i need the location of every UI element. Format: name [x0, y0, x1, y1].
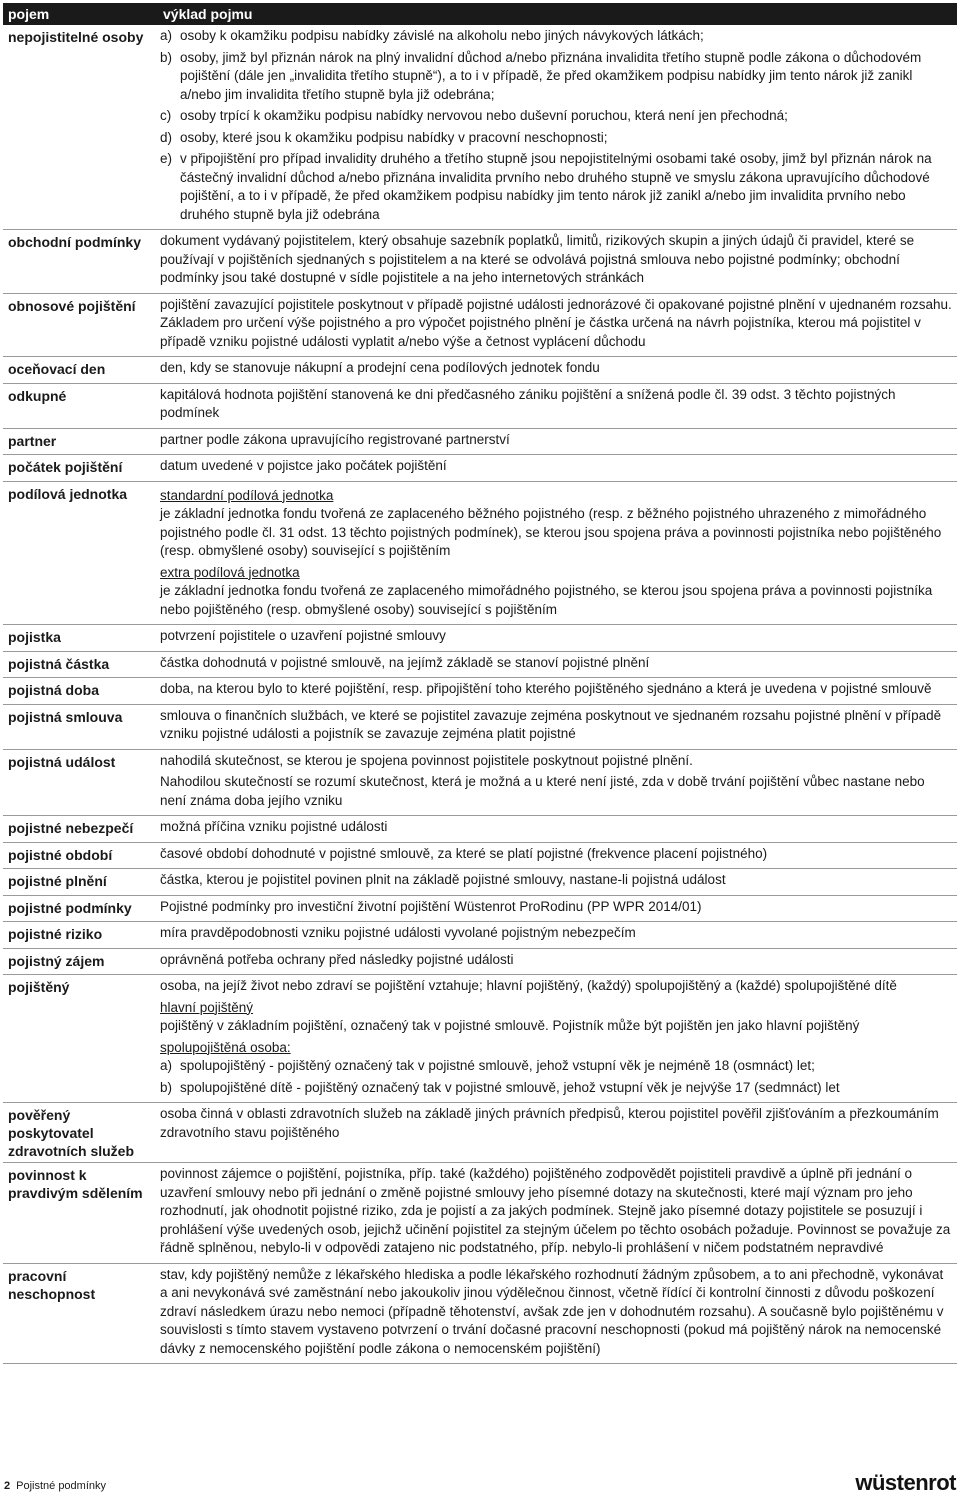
definition-cell: [158, 705, 957, 749]
definition-cell: [158, 455, 957, 481]
item-text: spolupojištěné dítě - pojištěný označený tak v pojistné smlouvě, jehož vstupní věk je nejvýše 17 (sedmnáct) let: [180, 1079, 840, 1095]
page-footer: [4, 1480, 106, 1492]
table-row: [3, 705, 957, 750]
definition-cell: [158, 230, 957, 293]
list-item: [160, 107, 953, 126]
header-term: pojem: [8, 6, 50, 22]
term-cell: pojištěný: [8, 979, 70, 995]
item-text: spolupojištěný - pojištěný označený tak v pojistné smlouvě, jehož vstupní věk je nejméně 18 (osmnáct) let;: [180, 1058, 815, 1073]
definition-paragraph: kapitálová hodnota pojištění stanovená ke dni předčasného zániku pojištění a snížená podle čl. 39 odst. 3 těchto pojistných podmínek: [160, 386, 896, 420]
table-row: [3, 25, 957, 230]
term-cell: pojistné riziko: [8, 926, 103, 942]
definition-paragraph: smlouva o finančních službách, ve které se pojistitel zavazuje zejména poskytnout ve sjednaném rozsahu pojistné plnění v případě vzniku pojistné události a pojistník se zavazuje zejména platit pojistné: [160, 707, 942, 741]
definition-paragraph: pojištění zavazující pojistitele poskytnout v případě pojistné události jednorázové či opakované pojistné plnění v ujednaném rozsahu. Základem pro určení výše pojistného a pro výpočet pojistného plnění je částka určená na návrh pojistníka, kterou má pojistitel v případě vzniku pojistné události vyplatit a/nebo výše a četnost vyplácení důchodu: [160, 296, 952, 349]
item-label: b): [160, 1079, 173, 1095]
list-item: [160, 150, 953, 224]
wustenrot-logo: wüstenrot: [855, 1470, 956, 1495]
term-cell: pojistný zájem: [8, 952, 105, 969]
definition-paragraph: potvrzení pojistitele o uzavření pojistné smlouvy: [160, 628, 446, 643]
header-definition: výklad pojmu: [163, 6, 253, 22]
definition-paragraph: povinnost zájemce o pojištění, pojistníka, příp. také (každého) pojištěného zodpovědět pojistiteli pravdivě a úplně při jednání o uzavření smlouvy nebo při jednání o změně pojistné smlouvy jeho písemné dotazy na skutečnosti, které mají význam pro jeho rozhodnutí, jak ohodnotit pojistné riziko, zda je pojistí a za jakých podmínek. Stejně jako písemné dotazy pojistitele se posuzují i prohlášení výše uvedených osob, jejichž učinění pojistitel za stejným účelem po těchto osobách požaduje. Povinnost se považuje za řádně splněnou, nebylo-li v odpovědi zatajeno nic podstatného, příp. nebylo-li prohlášení v ničem podstatném nepravdivé: [160, 1166, 951, 1255]
definition-cell: [158, 357, 957, 383]
list-item: [160, 129, 953, 148]
table-row: [3, 482, 957, 626]
definition-paragraph: Nahodilou skutečností se rozumí skutečnost, která je možná a u které není jisté, zda v době trvání pojištění vůbec nastane nebo není známa doba jejího vzniku: [160, 774, 925, 808]
table-header: [3, 3, 957, 25]
term-cell: počátek pojištění: [8, 459, 123, 475]
term-cell: pojistné období: [8, 846, 113, 863]
term-cell: partner: [8, 432, 57, 449]
table-row: [3, 750, 957, 817]
table-row: [3, 1163, 957, 1264]
definition-cell: [158, 1264, 957, 1364]
definition-paragraph: oprávněná potřeba ochrany před následky pojistné události: [160, 951, 514, 967]
definition-paragraph: partner podle zákona upravujícího registrované partnerství: [160, 431, 510, 447]
term-cell: pojistné plnění: [8, 873, 107, 889]
page-number: 2: [4, 1480, 11, 1492]
table-row: [3, 455, 957, 482]
term-cell: nepojistitelné osoby: [8, 29, 144, 45]
table-row: [3, 429, 957, 456]
table-row: [3, 869, 957, 896]
term-cell: oceňovací den: [8, 361, 106, 377]
definition-paragraph: nahodilá skutečnost, se kterou je spojena povinnost pojistitele poskytnout pojistné plnění.: [160, 752, 693, 768]
table-row: [3, 949, 957, 976]
term-cell: pojistka: [8, 629, 61, 645]
definition-paragraph: osoba činná v oblasti zdravotních služeb na základě jiných právních předpisů, kterou pojistitel pověřil zjišťováním a přezkoumáním zdravotního stavu pojištěného: [160, 1106, 939, 1140]
definition-paragraph: časové období dohodnuté v pojistné smlouvě, za které se platí pojistné (frekvence placení pojistného): [160, 845, 768, 861]
term-cell: pojistná smlouva: [8, 708, 123, 725]
table-body: [3, 25, 957, 1364]
definition-paragraph: stav, kdy pojištěný nemůže z lékařského hlediska a podle lékařského rozhodnutí žádným způsobem, a to ani přechodně, vykonávat a ani nevykonává své zaměstnání nebo jakoukoliv jinou výdělečnou činnost, včetně řídící či kontrolní činnosti z důvodu poškození zdraví následkem úrazu nebo nemoci (případně těhotenství, avšak zde jen v dohodnutém rozsahu). A současně bylo pojištěnému v souvislosti s tímto stavem vystaveno potvrzení o trvání dočasné pracovní neschopnosti (pokud má pojištěný nárok na nemocenské dávky z nemocenského pojištění podle zákona o nemocenském pojištění): [160, 1266, 944, 1356]
term-cell: pověřený poskytovatel zdravotních služeb: [8, 1107, 135, 1159]
list-item: [160, 1057, 953, 1076]
definition-cell: [158, 625, 957, 651]
definition-cell: [158, 678, 957, 704]
item-text: osoby k okamžiku podpisu nabídky závislé na alkoholu nebo jiných návykových látkách;: [180, 28, 704, 43]
term-cell: povinnost k pravdivým sdělením: [8, 1167, 143, 1201]
table-row: [3, 922, 957, 949]
table-row: [3, 896, 957, 923]
table-row: [3, 230, 957, 294]
table-row: [3, 843, 957, 870]
list-item: [160, 1079, 953, 1098]
subterm-heading: extra podílová jednotka: [160, 564, 300, 580]
definition-cell: [158, 896, 957, 922]
definition-paragraph: míra pravděpodobnosti vzniku pojistné události vyvolané pojistným nebezpečím: [160, 925, 636, 940]
term-cell: odkupné: [8, 387, 67, 404]
table-row: [3, 294, 957, 358]
item-label: d): [160, 129, 173, 145]
definition-cell: [158, 429, 957, 455]
definition-paragraph: osoba, na jejíž život nebo zdraví se pojištění vztahuje; hlavní pojištěný, (každý) spolupojištěný a (každé) spolupojištěné dítě: [160, 978, 897, 993]
definition-paragraph: částka, kterou je pojistitel povinen plnit na základě pojistné smlouvy, nastane-li pojistná událost: [160, 872, 726, 887]
subterm-text: pojištěný v základním pojištění, označený tak v pojistné smlouvě. Pojistník může být pojištěn jen jako hlavní pojištěný: [160, 1018, 860, 1033]
term-cell: pojistná doba: [8, 682, 99, 698]
item-text: osoby trpící k okamžiku podpisu nabídky nervovou nebo duševní poruchou, která není jen přechodná;: [180, 108, 788, 123]
table-row: [3, 384, 957, 429]
definition-cell: [158, 843, 957, 869]
list-item: [160, 49, 953, 105]
footer-title: Pojistné podmínky: [16, 1480, 107, 1492]
definition-cell: [158, 652, 957, 678]
definition-cell: [158, 1103, 957, 1162]
table-row: [3, 975, 957, 1103]
definition-cell: [158, 294, 957, 357]
definition-paragraph: dokument vydávaný pojistitelem, který obsahuje sazebník poplatků, limitů, rizikových skupin a jiných údajů či pravidel, které se používají v pojištěních sjednaných s pojistitelem a na které se odvolává pojistná smlouva nebo pojistné podmínky; obchodní podmínky jsou také dostupné v sídle pojistitele a na jeho internetových stránkách: [160, 233, 915, 285]
term-cell: obnosové pojištění: [8, 297, 136, 314]
definition-cell: [158, 25, 957, 229]
term-cell: obchodní podmínky: [8, 234, 141, 250]
table-row: [3, 1264, 957, 1365]
subterm-heading: standardní podílová jednotka: [160, 487, 334, 503]
item-label: a): [160, 28, 173, 43]
term-cell: pracovní neschopnost: [8, 1267, 96, 1302]
item-label: a): [160, 1058, 173, 1073]
item-text: v připojištění pro případ invalidity druhého a třetího stupně jsou nepojistitelnými osobami také osoby, jimž byl přiznán nárok na částečný invalidní důchod a/nebo přiznána invalidita prvního nebo druhého stupně ve smyslu zákona upravujícího důchodové pojištění, a to i v případě, že před okamžikem podpisu nabídky jim tento nárok již zanikl a/nebo jim invalidita prvního nebo druhého stupně byla již odebrána: [180, 151, 932, 222]
definition-paragraph: doba, na kterou bylo to které pojištění, resp. připojištění toho kterého pojištěného sjednáno a která je uvedena v pojistné smlouvě: [160, 681, 932, 696]
definition-cell: [158, 384, 957, 428]
definition-cell: [158, 869, 957, 895]
subterm-text: je základní jednotka fondu tvořená ze zaplaceného mimořádného pojistného, se kterou jsou spojena práva a povinnosti pojistníka nebo pojištěného (resp. obmyšlené osoby) související s pojištěním: [160, 583, 933, 617]
definition-paragraph: částka dohodnutá v pojistné smlouvě, na jejímž základě se stanoví pojistné plnění: [160, 654, 650, 670]
term-cell: pojistné podmínky: [8, 899, 132, 916]
definition-cell: [158, 949, 957, 975]
definitions-table: [3, 3, 957, 1364]
table-row: [3, 678, 957, 705]
term-cell: pojistné nebezpečí: [8, 820, 134, 836]
definition-cell: [158, 750, 957, 816]
definition-cell: [158, 975, 957, 1102]
term-cell: pojistná částka: [8, 655, 110, 672]
definition-paragraph: možná příčina vzniku pojistné události: [160, 819, 388, 834]
subterm-heading: spolupojištěná osoba:: [160, 1039, 291, 1055]
definition-paragraph: datum uvedené v pojistce jako počátek pojištění: [160, 458, 447, 473]
list-item: [160, 27, 953, 46]
definition-paragraph: den, kdy se stanovuje nákupní a prodejní cena podílových jednotek fondu: [160, 360, 600, 375]
subterm-text: je základní jednotka fondu tvořená ze zaplaceného běžného pojistného (resp. z běžného pojistného uhrazeného z mimořádného pojistného podle čl. 31 odst. 13 těchto pojistných podmínek), se kterou jsou spojena práva a povinnosti pojistníka nebo pojištěného (resp. obmyšlené osoby) související s pojištěním: [160, 506, 942, 558]
subterm-heading: hlavní pojištěný: [160, 999, 254, 1015]
term-cell: podílová jednotka: [8, 485, 128, 502]
item-text: osoby, jimž byl přiznán nárok na plný invalidní důchod a/nebo přiznána invalidita třetího stupně podle zákona o důchodovém pojištění (dále jen „invalidita třetího stupně“), a to i v případě, že před okamžikem podpisu nabídky jim tento nárok již zanikl a/nebo jim invalidita třetího stupně byla již odebrána;: [180, 49, 922, 102]
definition-cell: [158, 482, 957, 625]
table-row: [3, 625, 957, 652]
item-label: e): [160, 151, 173, 166]
definition-cell: [158, 922, 957, 948]
table-row: [3, 357, 957, 384]
item-label: c): [160, 108, 172, 123]
definition-paragraph: Pojistné podmínky pro investiční životní pojištění Wüstenrot ProRodinu (PP WPR 2014/01): [160, 898, 702, 914]
item-text: osoby, které jsou k okamžiku podpisu nabídky v pracovní neschopnosti;: [180, 129, 608, 145]
table-row: [3, 816, 957, 843]
definition-cell: [158, 816, 957, 842]
term-cell: pojistná událost: [8, 753, 116, 770]
item-label: b): [160, 49, 173, 65]
table-row: [3, 652, 957, 679]
definition-cell: [158, 1163, 957, 1263]
table-row: [3, 1103, 957, 1163]
